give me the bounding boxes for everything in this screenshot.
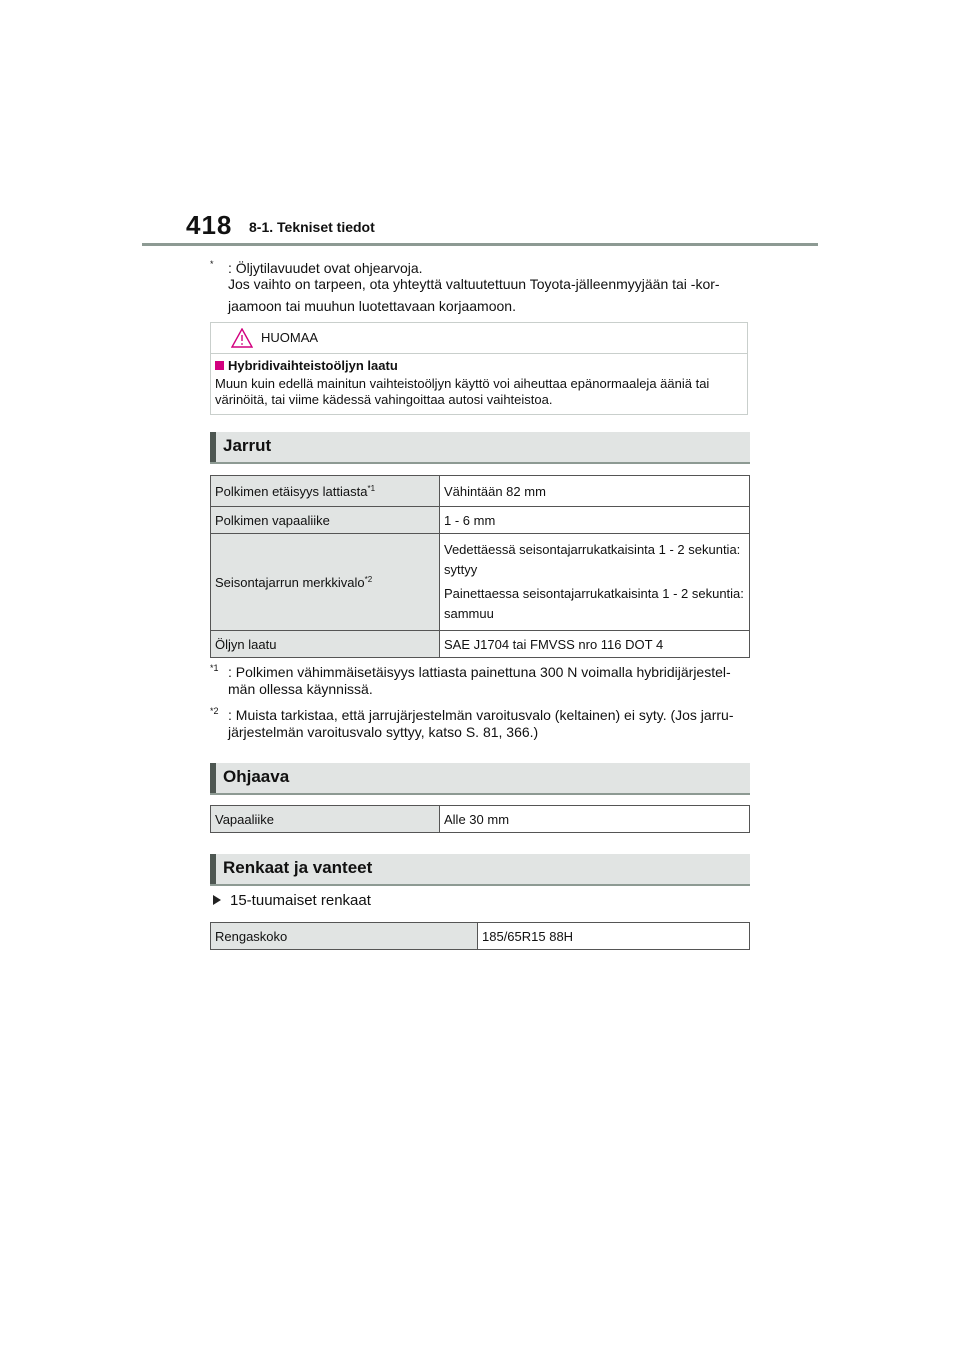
oil-note-line3: jaamoon tai muuhun luotettavaan korjaamoon. xyxy=(228,298,516,314)
notice-box xyxy=(210,322,748,415)
table-cell-label: Polkimen vapaaliike xyxy=(211,507,440,534)
section-title: 8-1. Tekniset tiedot xyxy=(249,219,375,235)
footnote-text: : Muista tarkistaa, että jarrujärjestelmän varoitusvalo (keltainen) ei syty. (Jos jarru- xyxy=(228,707,734,723)
value-line: Painettaessa seisontajarrukatkaisinta 1 - 2 sekuntia: sammuu xyxy=(444,586,744,621)
footnote-mark: *1 xyxy=(210,663,219,673)
table-cell-value xyxy=(440,534,750,631)
steering-heading: Ohjaava xyxy=(223,767,290,786)
table-cell-value: Alle 30 mm xyxy=(440,806,750,833)
play-triangle-icon xyxy=(213,895,221,905)
section-heading-brakes xyxy=(210,432,750,464)
table-cell-value: 1 - 6 mm xyxy=(440,507,750,534)
steering-table xyxy=(210,805,750,833)
tires-heading: Renkaat ja vanteet xyxy=(223,858,373,877)
tire-size-bullet xyxy=(213,892,371,909)
footnote-mark: *2 xyxy=(210,706,219,716)
notice-subtitle-text: Hybridivaihteistoöljyn laatu xyxy=(228,358,398,373)
table-row xyxy=(211,507,750,534)
notice-body: Muun kuin edellä mainitun vaihteistoöljyn käyttö voi aiheuttaa epänormaaleja ääniä tai värinöitä, tai viime kädessä vahingoittaa autosi vaihteistoa. xyxy=(215,376,710,407)
bullet-text: 15-tuumaiset renkaat xyxy=(230,892,371,909)
table-row xyxy=(211,476,750,507)
tires-table xyxy=(210,922,750,950)
oil-note-line1: : Öljytilavuudet ovat ohjearvoja. xyxy=(228,260,423,276)
warning-triangle-icon xyxy=(231,328,253,348)
notice-title: HUOMAA xyxy=(261,330,319,345)
table-row xyxy=(211,923,750,950)
oil-note-line2: Jos vaihto on tarpeen, ota yhteyttä valtuutettuun Toyota-jälleenmyyjään tai -kor- xyxy=(228,276,720,292)
brakes-table xyxy=(210,475,750,658)
section-heading-steering xyxy=(210,763,750,795)
brakes-heading: Jarrut xyxy=(223,436,272,455)
notice-header xyxy=(211,323,747,354)
table-cell-value: Vähintään 82 mm xyxy=(440,476,750,507)
table-row xyxy=(211,806,750,833)
table-cell-value: 185/65R15 88H xyxy=(478,923,750,950)
table-cell-label: Rengaskoko xyxy=(211,923,478,950)
table-cell-value: SAE J1704 tai FMVSS nro 116 DOT 4 xyxy=(440,631,750,658)
table-cell-label: Seisontajarrun merkkivalo$^{*2}$ xyxy=(211,534,440,631)
header-divider xyxy=(142,243,818,246)
value-line: Vedettäessä seisontajarrukatkaisinta 1 - 2 sekuntia: syttyy xyxy=(444,542,741,577)
table-cell-label: Vapaaliike xyxy=(211,806,440,833)
page-number: 418 xyxy=(186,210,233,240)
table-cell-label: Polkimen etäisyys lattiasta$^{*1}$ xyxy=(211,476,440,507)
oil-note-mark: * xyxy=(210,259,214,269)
table-row xyxy=(211,631,750,658)
footnote-2-line2: järjestelmän varoitusvalo syttyy, katso S. 81, 366.) xyxy=(228,724,539,740)
square-bullet-icon xyxy=(215,361,224,370)
footnote-text: : Polkimen vähimmäisetäisyys lattiasta painettuna 300 N voimalla hybridijärjestel- xyxy=(228,664,731,680)
table-cell-label: Öljyn laatu xyxy=(211,631,440,658)
notice-subtitle xyxy=(215,358,398,373)
table-row xyxy=(211,534,750,631)
section-heading-tires xyxy=(210,854,750,886)
footnote-1-line2: män ollessa käynnissä. xyxy=(228,681,373,697)
